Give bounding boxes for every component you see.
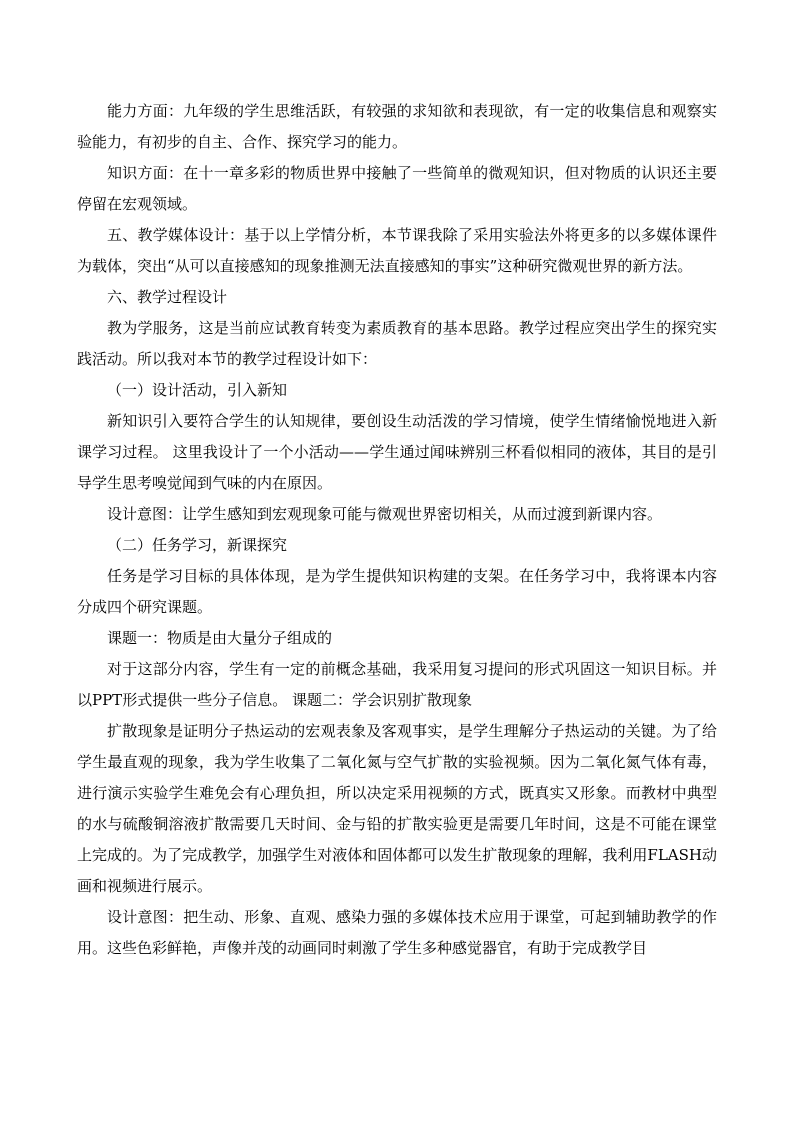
paragraph-media-design: 五、教学媒体设计：基于以上学情分析，本节课我除了采用实验法外将更多的以多媒体课件为载体，突出“从可以直接感知的现象推测无法直接感知的事实”这种研究微观世界的新方法。 (77, 226, 717, 275)
subheading-task-learning: （二）任务学习，新课探究 (107, 536, 288, 554)
paragraph-new-knowledge: 新知识引入要符合学生的认知规律，要创设生动活泼的学习情境，使学生情绪愉悦地进入新课学习过程。 这里我设计了一个小活动——学生通过闻味辨别三杯看似相同的液体，其目的是引导学生思考嗅觉闻到气味的内在原因。 (77, 412, 717, 492)
paragraph-diffusion: 扩散现象是证明分子热运动的宏观表象及客观事实，是学生理解分子热运动的关键。为了给学生最直观的现象，我为学生收集了二氧化氮与空气扩散的实验视频。因为二氧化氮气体有毒，进行演示实验学生难免会有心理负担，所以决定采用视频的方式，既真实又形象。而教材中典型的水与硫酸铜溶液扩散需要几天时间、金与铅的扩散实验更是需要几年时间，这是不可能在课堂上完成的。为了完成教学，加强学生对液体和固体都可以发生扩散现象的理解，我利用FLASH动画和视频进行展示。 (77, 722, 717, 895)
paragraph-task-description: 任务是学习目标的具体体现，是为学生提供知识构建的支架。在任务学习中，我将课本内容分成四个研究课题。 (77, 567, 717, 616)
section-heading-process: 六、教学过程设计 (107, 288, 228, 306)
paragraph-teaching-principle: 教为学服务，这是当前应试教育转变为素质教育的基本思路。教学过程应突出学生的探究实践活动。所以我对本节的教学过程设计如下： (77, 319, 717, 368)
paragraph-topic-one: 对于这部分内容，学生有一定的前概念基础，我采用复习提问的形式巩固这一知识目标。并以PPT形式提供一些分子信息。 课题二：学会识别扩散现象 (77, 660, 717, 709)
paragraph-design-intent-1: 设计意图：让学生感知到宏观现象可能与微观世界密切相关，从而过渡到新课内容。 (107, 505, 663, 523)
paragraph-knowledge: 知识方面：在十一章多彩的物质世界中接触了一些简单的微观知识，但对物质的认识还主要停留在宏观领域。 (77, 164, 717, 213)
paragraph-design-intent-2: 设计意图：把生动、形象、直观、感染力强的多媒体技术应用于课堂，可起到辅助教学的作用。这些色彩鲜艳，声像并茂的动画同时刺激了学生多种感觉器官，有助于完成教学目 (77, 908, 717, 957)
subheading-activity: （一）设计活动，引入新知 (107, 381, 288, 399)
paragraph-ability: 能力方面：九年级的学生思维活跃，有较强的求知欲和表现欲，有一定的收集信息和观察实验能力，有初步的自主、合作、探究学习的能力。 (77, 102, 717, 151)
document-body (77, 96, 717, 964)
topic-one-heading: 课题一：物质是由大量分子组成的 (107, 629, 333, 647)
